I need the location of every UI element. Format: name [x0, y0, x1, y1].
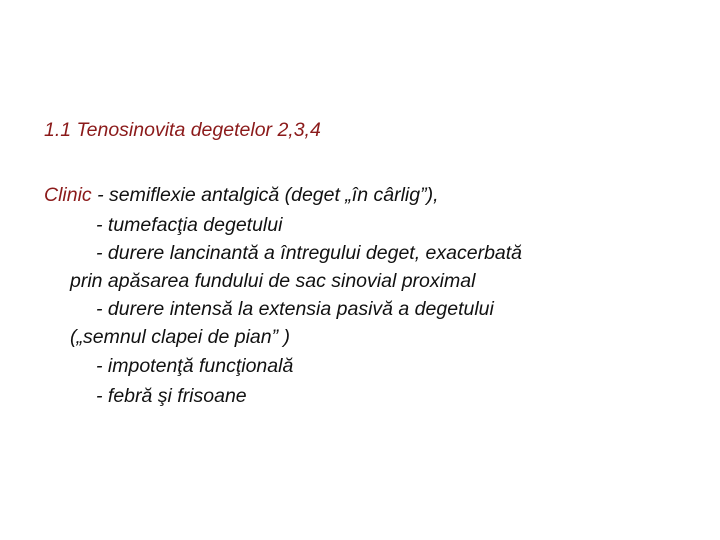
symptom-durere-intensa-cont-text: („semnul clapei de pian” ): [70, 325, 291, 348]
clinic-description: [44, 181, 522, 411]
symptom-durere-lancinanta: [44, 240, 522, 267]
symptom-semiflexie: - semiflexie antalgică (deget „în cârlig”),: [91, 184, 439, 206]
symptom-durere-intensa: [44, 296, 522, 323]
symptom-tumefactie-text: - tumefacţia degetului: [96, 213, 283, 236]
symptom-tumefactie: [44, 211, 522, 241]
symptom-febra: [44, 382, 522, 412]
symptom-impotenta-text: - impotenţă funcţională: [96, 355, 294, 377]
clinic-label: Clinic: [44, 184, 92, 206]
symptom-impotenta: [44, 352, 522, 382]
section-heading: 1.1 Tenosinovita degetelor 2,3,4: [44, 119, 321, 141]
symptom-durere-lancinanta-cont-text: prin apăsarea fundului de sac sinovial proximal: [70, 269, 476, 292]
symptom-durere-lancinanta-text: - durere lancinantă a întregului deget, exacerbată: [96, 242, 523, 264]
symptom-durere-lancinanta-cont: [44, 267, 522, 297]
clinic-line-1: [44, 181, 522, 211]
symptom-durere-intensa-cont: [44, 323, 522, 353]
symptom-durere-intensa-text: - durere intensă la extensia pasivă a degetului: [96, 298, 494, 320]
symptom-febra-text: - febră şi frisoane: [96, 384, 247, 407]
